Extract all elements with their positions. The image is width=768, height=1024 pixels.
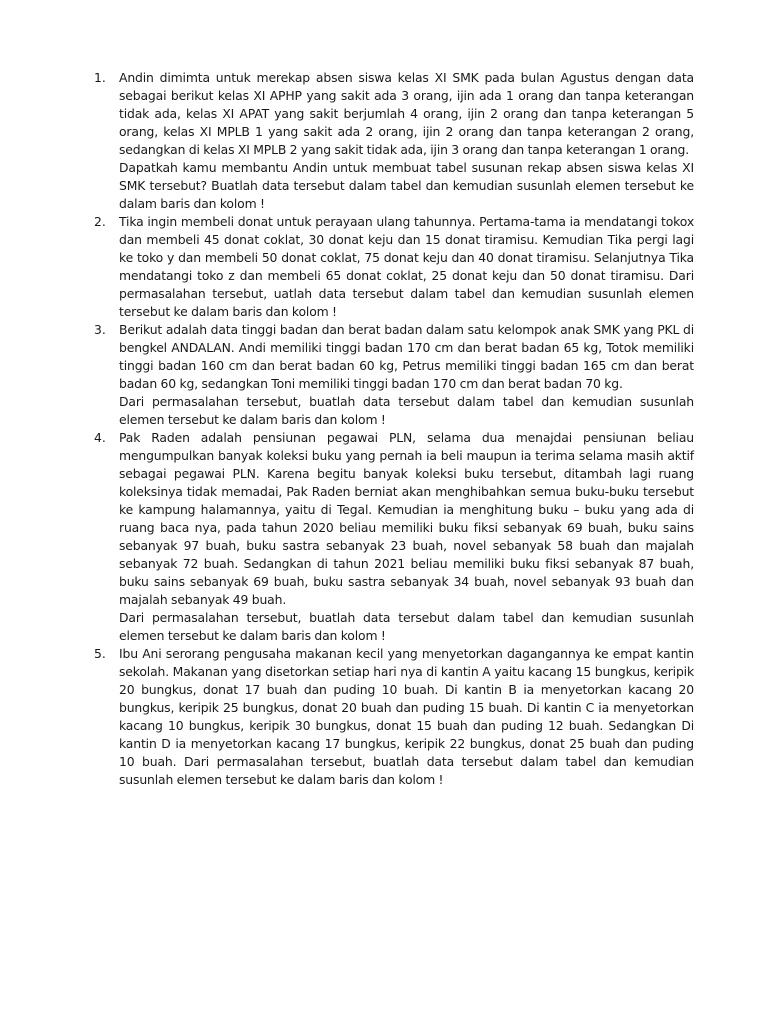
question-paragraph: Pak Raden adalah pensiunan pegawai PLN, selama dua menajdai pensiunan beliau mengumpulkan banyak koleksi buku yang pernah ia beli maupun ia terima selama masih aktif sebagai pegawai PLN. Karena begitu banyak koleksi buku tersebut, ditambah lagi ruang koleksinya tidak memadai, Pak Raden berniat akan menghibahkan semua buku-buku tersebut ke kampung halamannya, yaitu di Tegal. Kemudian ia menghitung buku – buku yang ada di ruang baca nya, pada tahun 2020 beliau memiliki buku fiksi sebanyak 69 buah, buku sains sebanyak 97 buah, buku sastra sebanyak 23 buah, novel sebanyak 58 buah dan majalah sebanyak 72 buah. Sedangkan di tahun 2021 beliau memiliki buku fiksi sebanyak 87 buah, buku sains sebanyak 69 buah, buku sastra sebanyak 34 buah, novel sebanyak 93 buah dan majalah sebanyak 49 buah. (119, 430, 694, 607)
question-paragraph: Dapatkah kamu membantu Andin untuk membuat tabel susunan rekap absen siswa kelas XI SMK tersebut? Buatlah data tersebut dalam tabel dan kemudian susunlah elemen tersebut ke dalam baris dan kolom ! (119, 160, 694, 211)
question-number: 2. (94, 214, 106, 229)
question-body (119, 213, 694, 321)
question-item-3 (94, 321, 694, 429)
question-number: 1. (94, 70, 106, 85)
question-paragraph: Dari permasalahan tersebut, buatlah data tersebut dalam tabel dan kemudian susunlah elemen tersebut ke dalam baris dan kolom ! (119, 610, 694, 643)
question-body (119, 645, 694, 789)
question-item-4 (94, 429, 694, 645)
question-number: 5. (94, 646, 106, 661)
question-item-5 (94, 645, 694, 789)
question-list (94, 69, 694, 789)
question-body (119, 69, 694, 213)
question-body (119, 321, 694, 429)
question-item-1 (94, 69, 694, 213)
question-body (119, 429, 694, 645)
question-paragraph: Andin dimimta untuk merekap absen siswa kelas XI SMK pada bulan Agustus dengan data sebagai berikut kelas XI APHP yang sakit ada 3 orang, ijin ada 1 orang dan tanpa keterangan tidak ada, kelas XI APAT yang sakit berjumlah 4 orang, ijin 2 orang dan tanpa keterangan 5 orang, kelas XI MPLB 1 yang sakit ada 2 orang, ijin 2 orang dan tanpa keterangan 2 orang, sedangkan di kelas XI MPLB 2 yang sakit tidak ada, ijin 3 orang dan tanpa keterangan 1 orang. (119, 70, 694, 157)
question-paragraph: Berikut adalah data tinggi badan dan berat badan dalam satu kelompok anak SMK yang PKL di bengkel ANDALAN. Andi memiliki tinggi badan 170 cm dan berat badan 65 kg, Totok memiliki tinggi badan 160 cm dan berat badan 60 kg, Petrus memiliki tinggi badan 165 cm dan berat badan 60 kg, sedangkan Toni memiliki tinggi badan 170 cm dan berat badan 70 kg. (119, 322, 694, 391)
question-paragraph: Dari permasalahan tersebut, buatlah data tersebut dalam tabel dan kemudian susunlah elemen tersebut ke dalam baris dan kolom ! (119, 394, 694, 427)
question-number: 4. (94, 430, 106, 445)
question-number: 3. (94, 322, 106, 337)
question-item-2 (94, 213, 694, 321)
question-paragraph: Ibu Ani serorang pengusaha makanan kecil yang menyetorkan dagangannya ke empat kantin sekolah. Makanan yang disetorkan setiap hari nya di kantin A yaitu kacang 15 bungkus, keripik 20 bungkus, donat 17 buah dan puding 10 buah. Di kantin B ia menyetorkan kacang 20 bungkus, keripik 25 bungkus, donat 20 buah dan puding 15 buah. Di kantin C ia menyetorkan kacang 10 bungkus, keripik 30 bungkus, donat 15 buah dan puding 12 buah. Sedangkan Di kantin D ia menyetorkan kacang 17 bungkus, keripik 22 bungkus, donat 25 buah dan puding 10 buah. Dari permasalahan tersebut, buatlah data tersebut dalam tabel dan kemudian susunlah elemen tersebut ke dalam baris dan kolom ! (119, 646, 694, 787)
question-paragraph: Tika ingin membeli donat untuk perayaan ulang tahunnya. Pertama-tama ia mendatangi tokox dan membeli 45 donat coklat, 30 donat keju dan 15 donat tiramisu. Kemudian Tika pergi lagi ke toko y dan membeli 50 donat coklat, 75 donat keju dan 40 donat tiramisu. Selanjutnya Tika mendatangi toko z dan membeli 65 donat coklat, 25 donat keju dan 50 donat tiramisu. Dari permasalahan tersebut, uatlah data tersebut dalam tabel dan kemudian susunlah elemen tersebut ke dalam baris dan kolom ! (119, 214, 694, 319)
